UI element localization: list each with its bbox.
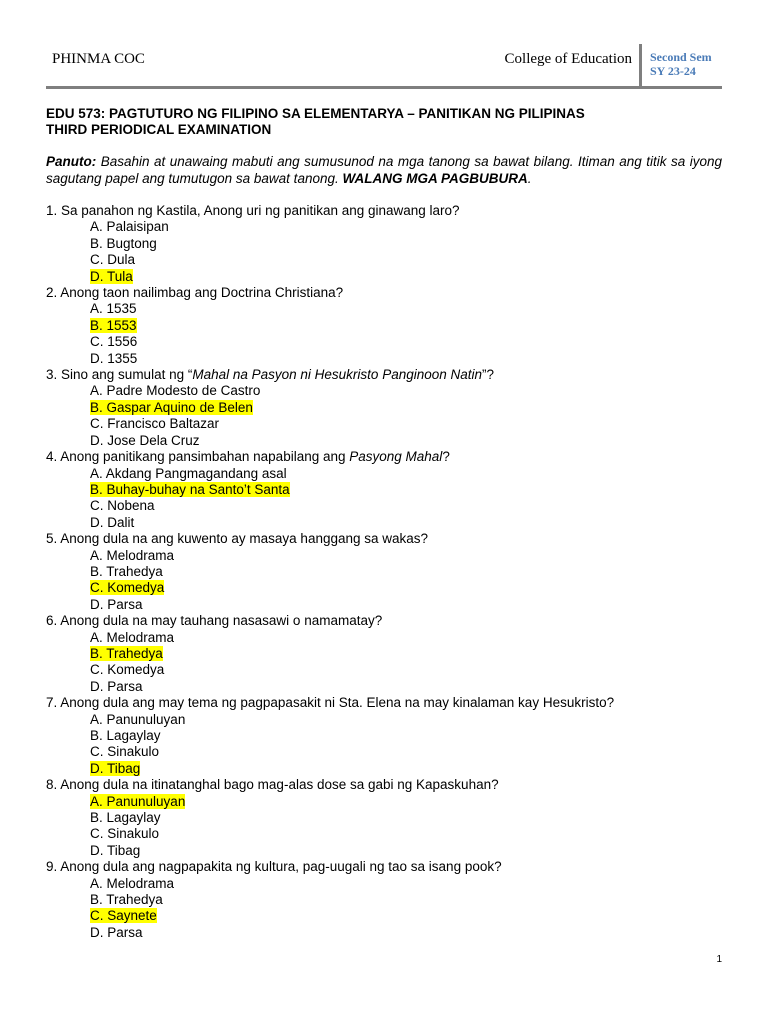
answer-option-text: C. Sinakulo: [90, 744, 160, 760]
question-stem-title: Mahal na Pasyon ni Hesukristo Panginoon Natin: [192, 367, 483, 383]
answer-option: [90, 515, 726, 531]
instructions-label: Panuto:: [46, 154, 97, 169]
answer-option: [90, 482, 726, 498]
school-year-label: SY 23-24: [650, 64, 696, 78]
highlighted-answer: A. Panunuluyan: [90, 793, 186, 809]
answer-option-text: A. Panunuluyan: [90, 711, 186, 727]
answer-option: [90, 334, 726, 350]
answer-option-text: D. Dalit: [90, 514, 135, 530]
answer-option-text: B. Trahedya: [90, 563, 163, 579]
instructions-text: Basahin at unawaing mabuti ang sumusunod na mga tanong sa bawat bilang. Itiman ang titik sa iyong sagutang papel ang tumutugon sa bawat tanong.: [46, 154, 722, 186]
question-list: [46, 203, 726, 941]
answer-option: [90, 892, 726, 908]
course-title: EDU 573: PAGTUTURO NG FILIPINO SA ELEMENTARYA – PANITIKAN NG PILIPINAS: [46, 106, 585, 121]
answer-option: [90, 662, 726, 678]
answer-option-text: C. Komedya: [90, 662, 165, 678]
question-stem-text: 4. Anong panitikang pansimbahan napabilang ang: [46, 449, 350, 465]
question-stem-text: 3. Sino ang sumulat ng “: [46, 367, 193, 383]
college-name: College of Education: [504, 51, 632, 67]
answer-option: [90, 761, 726, 777]
answer-option-text: D. Jose Dela Cruz: [90, 432, 200, 448]
answer-option: [90, 925, 726, 941]
answer-option-text: B. Trahedya: [90, 892, 163, 908]
question-stem: [46, 367, 726, 383]
answer-option-text: A. Melodrama: [90, 547, 175, 563]
answer-option: [90, 580, 726, 596]
answer-option-text: C. Sinakulo: [90, 826, 160, 842]
instructions: [46, 153, 722, 187]
question-stem: 5. Anong dula na ang kuwento ay masaya hanggang sa wakas?: [46, 531, 429, 547]
answer-option-text: A. Melodrama: [90, 875, 175, 891]
instructions-end: .: [527, 171, 532, 186]
answer-option: [90, 794, 726, 810]
highlighted-answer: D. Tibag: [90, 760, 141, 776]
answer-option: [90, 548, 726, 564]
answer-option: [90, 712, 726, 728]
highlighted-answer: B. Trahedya: [90, 645, 163, 661]
institution-name: PHINMA COC: [52, 51, 145, 67]
answer-option: [90, 383, 726, 399]
answer-option-text: B. Lagaylay: [90, 810, 161, 826]
answer-option-text: A. Padre Modesto de Castro: [90, 383, 261, 399]
answer-option-text: A. Melodrama: [90, 629, 175, 645]
answer-option: [90, 416, 726, 432]
answer-option: [90, 351, 726, 367]
highlighted-answer: B. Buhay-buhay na Santo’t Santa: [90, 481, 290, 497]
answer-option: [90, 301, 726, 317]
answer-option-text: C. Nobena: [90, 498, 155, 514]
answer-option: [90, 679, 726, 695]
answer-option: [90, 269, 726, 285]
answer-option: [90, 876, 726, 892]
highlighted-answer: B. 1553: [90, 317, 137, 333]
answer-option-text: D. Parsa: [90, 596, 143, 612]
highlighted-answer: B. Gaspar Aquino de Belen: [90, 399, 253, 415]
highlighted-answer: D. Tula: [90, 268, 133, 284]
question-stem: 6. Anong dula na may tauhang nasasawi o namamatay?: [46, 613, 383, 629]
answer-option-text: D. Parsa: [90, 678, 143, 694]
question-stem: 1. Sa panahon ng Kastila, Anong uri ng panitikan ang ginawang laro?: [46, 203, 460, 218]
instructions-emphasis: WALANG MGA PAGBUBURA: [342, 171, 528, 186]
highlighted-answer: C. Komedya: [90, 580, 165, 596]
answer-option-text: B. Bugtong: [90, 235, 157, 251]
answer-option: [90, 564, 726, 580]
answer-option: [90, 630, 726, 646]
highlighted-answer: C. Saynete: [90, 908, 157, 924]
exam-name: THIRD PERIODICAL EXAMINATION: [46, 122, 272, 137]
answer-option: [90, 318, 726, 334]
answer-option-text: D. Tibag: [90, 842, 141, 858]
question-stem: 9. Anong dula ang nagpapakita ng kultura, pag-uugali ng tao sa isang pook?: [46, 859, 502, 875]
question-stem: [46, 449, 726, 465]
answer-option-text: D. Parsa: [90, 924, 143, 940]
exam-title: [46, 106, 585, 138]
answer-option: [90, 252, 726, 268]
answer-option: [90, 826, 726, 842]
answer-option: [90, 646, 726, 662]
term-label: [650, 50, 722, 78]
answer-option: [90, 744, 726, 760]
answer-option: [90, 236, 726, 252]
question-stem: 7. Anong dula ang may tema ng pagpapasakit ni Sta. Elena na may kinalaman kay Hesukristo?: [46, 695, 615, 711]
answer-option-text: C. Francisco Baltazar: [90, 416, 220, 432]
answer-option: [90, 843, 726, 859]
answer-option: [90, 810, 726, 826]
answer-option: [90, 498, 726, 514]
answer-option: [90, 466, 726, 482]
question-stem-title: Pasyong Mahal: [349, 449, 443, 465]
question-stem: 8. Anong dula na itinatanghal bago mag-alas dose sa gabi ng Kapaskuhan?: [46, 777, 499, 793]
question-stem-text: ?: [442, 449, 450, 465]
answer-option: [90, 400, 726, 416]
question-stem: 2. Anong taon nailimbag ang Doctrina Christiana?: [46, 285, 344, 301]
page-header: [46, 44, 722, 89]
answer-option-text: A. Akdang Pangmagandang asal: [90, 465, 287, 481]
answer-option-text: C. Dula: [90, 252, 136, 268]
answer-option: [90, 219, 726, 235]
answer-option-text: A. Palaisipan: [90, 219, 169, 235]
page-number: 1: [716, 954, 722, 965]
answer-option-text: A. 1535: [90, 301, 137, 317]
answer-option-text: C. 1556: [90, 334, 138, 350]
question-stem-text: ”?: [482, 367, 495, 383]
answer-option: [90, 728, 726, 744]
answer-option-text: B. Lagaylay: [90, 728, 161, 743]
answer-option: [90, 908, 726, 924]
answer-option: [90, 433, 726, 449]
answer-option: [90, 597, 726, 613]
answer-option-text: D. 1355: [90, 350, 138, 366]
semester-label: Second Sem: [650, 50, 712, 64]
header-divider: [639, 44, 642, 86]
